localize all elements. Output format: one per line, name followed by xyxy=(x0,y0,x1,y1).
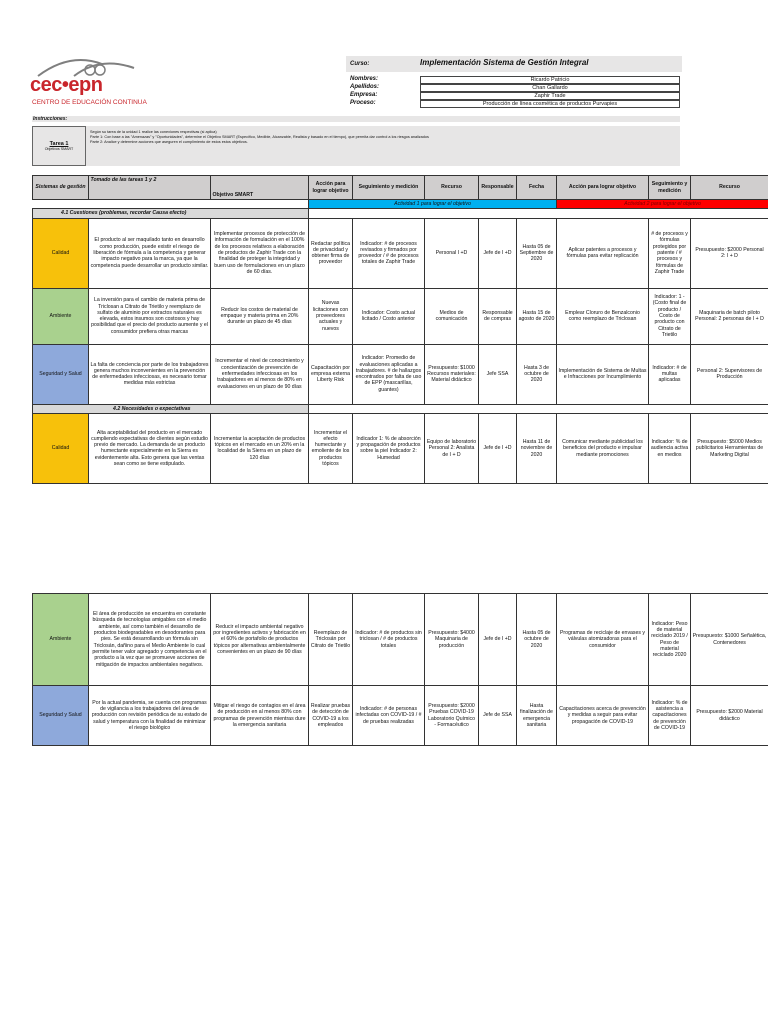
col-accion-1: Acción para lograr objetivo xyxy=(309,176,353,200)
nombres-label: Nombres: xyxy=(350,76,379,82)
fecha-cell: Hasta finalización de emergencia sanitaria xyxy=(517,686,557,746)
objetivo-cell: Implementar procesos de protección de información de formulación en el 100% de los procesos relativos a elaboración de productos de Zaphir Trade con la finalidad de proteger la integridad y buen uso de formulaciones en un plazo de 60 días. xyxy=(211,218,309,288)
objectives-table-continued xyxy=(32,593,768,746)
accion-2-cell: Comunicar mediante publicidad los beneficios del producto e impulsar mediante promociones xyxy=(557,413,649,483)
recurso-cell: Personal I +D xyxy=(425,218,479,288)
table-row xyxy=(33,344,768,404)
accion-cell: Capacitación por empresa externa Liberty Risk xyxy=(309,344,353,404)
accion-cell: Realizar pruebas de detección de COVID-19 a los empleados xyxy=(309,686,353,746)
col-seguimiento-2: Seguimiento y medición xyxy=(649,176,691,200)
proceso-label: Proceso: xyxy=(350,100,376,106)
recurso-2-cell: Personal 2: Supervisores de Producción xyxy=(691,344,768,404)
col-seguimiento-1: Seguimiento y medición xyxy=(353,176,425,200)
category-cell: Seguridad y Salud xyxy=(33,686,89,746)
category-cell: Calidad xyxy=(33,218,89,288)
table-row xyxy=(33,686,768,746)
logo-subtitle: CENTRO DE EDUCACIÓN CONTINUA xyxy=(32,99,147,106)
tomado-cell: El área de producción se encuentra en constante búsqueda de tecnologías amigables con el medio ambiente, así como también el desarrollo de productos biodegradables en desodorantes para pies. Se está desarrollando un fórmula sin Triclosán, dañino para el Medio Ambiente lo cual permite tener valor agregado y competencia en el producto a la vez que se promueve acciones de mitigación de impactos ambientales negativos. xyxy=(89,594,211,686)
responsable-cell: Responsable de compras xyxy=(479,288,517,344)
empty-cell xyxy=(309,209,768,218)
accion-cell: Redactar política de privacidad y obtener firma de proveedor xyxy=(309,218,353,288)
task-label: Tarea 1 xyxy=(49,141,69,147)
activity-1-bar: Actividad 1 para lograr el objetivo xyxy=(309,200,557,209)
tomado-cell: Alta aceptabilidad del producto en el mercado cumpliendo expectativas de clientes según estudio previo de mercado. La demanda de un producto humectante especialmente en la Sierra es evidentemente alta. Esto genera que las ventas sean como se tiene estipulado. xyxy=(89,413,211,483)
col-recurso-1: Recurso xyxy=(425,176,479,200)
recurso-2-cell: Presupuesto: $5000 Medios publicitarios Herramientas de Marketing Digital xyxy=(691,413,768,483)
empresa-value: Zaphir Trade xyxy=(420,92,680,100)
recurso-2-cell: Presupuesto: $2000 Material didáctico xyxy=(691,686,768,746)
activity-2-bar: Actividad 2 para lograr el objetivo xyxy=(557,200,768,209)
empty-cell xyxy=(309,404,768,413)
tomado-cell: La inversión para el cambio de materia prima de Triclosan a Citrato de Trietilo y reemplazo de sulfato de aluminio por extractos naturales es elevada, estos insumos son costosos y hay posibilidad que el precio del producto aumente y el consumidor prefiera otras marcas xyxy=(89,288,211,344)
responsable-cell: Jefe de I +D xyxy=(479,594,517,686)
recurso-2-cell: Presupuesto: $1000 Señalética, Contenedores xyxy=(691,594,768,686)
proceso-value: Producción de línea cosmética de productos Purvapies xyxy=(420,100,680,108)
responsable-cell: Jefe de I +D xyxy=(479,413,517,483)
section-title: 4.2 Necesidades o expectativas xyxy=(33,404,309,413)
instructions-band xyxy=(32,116,680,122)
seguimiento-cell: Indicador: # de productos sin triclosan / # de productos totales xyxy=(353,594,425,686)
accion-2-cell: Implementación de Sistema de Multas e Infracciones por Incumplimiento xyxy=(557,344,649,404)
seguimiento-2-cell: Indicador: Peso de material reciclado 2019 / Peso de material reciclado 2020 xyxy=(649,594,691,686)
col-recurso-2: Recurso xyxy=(691,176,768,200)
objetivo-cell: Mitigar el riesgo de contagios en el área de producción en al menos 80% con programas de prevención mientras dure la emergencia sanitaria xyxy=(211,686,309,746)
objetivo-cell: Reducir los costos de material de empaque y materia prima en 20% durante un plazo de 45 días xyxy=(211,288,309,344)
seguimiento-cell: Indicador: Costo actual licitado / Costo anterior xyxy=(353,288,425,344)
seguimiento-cell: Indicador 1: % de absorción y propagación de productos sobre la piel Indicador 2: Humedad xyxy=(353,413,425,483)
recurso-2-cell: Presupuesto: $2000 Personal 2: I + D xyxy=(691,218,768,288)
apellidos-value: Chan Gallardo xyxy=(420,84,680,92)
objetivo-cell: Reducir el impacto ambiental negativo por ingredientes activos y fabricación en el 60% de portafolio de productos tópicos por alternativas ambientalmente convenientes en un plazo de 90 días xyxy=(211,594,309,686)
objetivo-cell: Incrementar la aceptación de productos tópicos en el mercado en un 20% en la localidad de la Sierra en un plazo de 120 días xyxy=(211,413,309,483)
seguimiento-2-cell: Indicador: # de multas aplicadas xyxy=(649,344,691,404)
instruction-line: Según su tarea de la unidad 1 realice las conexiones respectivas (si aplica) xyxy=(90,130,217,134)
accion-2-cell: Aplicar patentes a procesos y fórmulas para evitar replicación xyxy=(557,218,649,288)
responsable-cell: Jefe de I +D xyxy=(479,218,517,288)
activity-bar-row xyxy=(33,200,768,209)
accion-cell: Incrementar el efecto humectante y emoliente de los productos tópicos xyxy=(309,413,353,483)
col-fecha: Fecha xyxy=(517,176,557,200)
accion-cell: Nuevas licitaciones con proveedores actuales y nuevos xyxy=(309,288,353,344)
recurso-cell: Medios de comunicación xyxy=(425,288,479,344)
empty-cell xyxy=(211,200,309,209)
accion-cell: Reemplazo de Triclosán por Citrato de Trietilo xyxy=(309,594,353,686)
category-cell: Seguridad y Salud xyxy=(33,344,89,404)
category-cell: Ambiente xyxy=(33,594,89,686)
category-cell: Calidad xyxy=(33,413,89,483)
seguimiento-2-cell: Indicador: 1 - (Costo final de producto / Costo de producto con Citrato de Trietilo xyxy=(649,288,691,344)
section-row xyxy=(33,209,768,218)
objetivo-cell: Incrementar el nivel de conocimiento y concientización de prevención de enfermedades infecciosas en los trabajadores en al menos de 80% en evaluaciones en un plazo de 90 días xyxy=(211,344,309,404)
responsable-cell: Jefe de SSA xyxy=(479,686,517,746)
section-row xyxy=(33,404,768,413)
cec-epn-logo xyxy=(30,56,150,108)
table-row xyxy=(33,288,768,344)
instructions-text xyxy=(90,130,675,145)
seguimiento-cell: Indicador: # de procesos revisados y firmados por proveedor / # de procesos totales de Zaphir Trade xyxy=(353,218,425,288)
fecha-cell: Hasta 3 de octubre de 2020 xyxy=(517,344,557,404)
recurso-2-cell: Maquinaria de batch piloto Personal: 2 personas de I + D xyxy=(691,288,768,344)
table-row xyxy=(33,594,768,686)
instruction-line: Parte 2: Analice y determine acciones que aseguren el cumplimiento de estos estos objetivos. xyxy=(90,140,248,144)
fecha-cell: Hasta 05 de Septiembre de 2020 xyxy=(517,218,557,288)
apellidos-label: Apellidos: xyxy=(350,84,380,90)
empty-cell xyxy=(89,200,211,209)
fecha-cell: Hasta 11 de noviembre de 2020 xyxy=(517,413,557,483)
col-tomado: Tomado de las tareas 1 y 2 xyxy=(89,176,211,200)
category-cell: Ambiente xyxy=(33,288,89,344)
table-header-row xyxy=(33,176,768,200)
accion-2-cell: Emplear Cloruro de Benzalconio como reemplazo de Triclosan xyxy=(557,288,649,344)
table-row xyxy=(33,413,768,483)
seguimiento-cell: Indicador: Promedio de evaluaciones aplicadas a trabajadores. # de hallazgos encontrados por falta de uso de EPP (mascarillas, guantes) xyxy=(353,344,425,404)
objectives-table xyxy=(32,175,768,484)
responsable-cell: Jefe SSA xyxy=(479,344,517,404)
recurso-cell: Presupuesto: $4000 Maquinaria de producción xyxy=(425,594,479,686)
instruction-line: Parte 1: Con base a las "Amenazas" y "Oportunidades", determine el Objetivo SMART (Específico, Medible, Alcanzable, Realista y basado en el tiempo), que permita dar control a los riesgos analizados xyxy=(90,135,429,139)
seguimiento-2-cell: Indicador: % de audiencia activa en medios xyxy=(649,413,691,483)
col-objetivo: Objetivo SMART xyxy=(211,176,309,200)
seguimiento-2-cell: Indicador: % de asistencia a capacitaciones de prevención de COVID-19 xyxy=(649,686,691,746)
fecha-cell: Hasta 15 de agosto de 2020 xyxy=(517,288,557,344)
seguimiento-cell: Indicador: # de personas infectadas con COVID-19 / # de pruebas realizadas xyxy=(353,686,425,746)
table-row xyxy=(33,218,768,288)
fecha-cell: Hasta 05 de octubre de 2020 xyxy=(517,594,557,686)
instructions-label: Instrucciones: xyxy=(33,116,68,122)
col-accion-2: Acción para lograr objetivo xyxy=(557,176,649,200)
col-responsable: Responsable xyxy=(479,176,517,200)
seguimiento-2-cell: # de procesos y fórmulas protegidos por patente / # procesos y fórmulas de Zaphir Trade xyxy=(649,218,691,288)
recurso-cell: Presupuesto: $2000 Pruebas COVID-19 Laboratorio Químico - Formacéutico xyxy=(425,686,479,746)
task-box xyxy=(32,126,86,166)
empresa-label: Empresa: xyxy=(350,92,378,98)
recurso-cell: Equipo de laboratorio Personal 2: Analista de I + D xyxy=(425,413,479,483)
tomado-cell: Por la actual pandemia, se cuenta con programas de vigilancia a los trabajadores del área de producción con revisión periódica de su estado de salud y temperatura con la finalidad de minimizar el riesgo biológico xyxy=(89,686,211,746)
accion-2-cell: Capacitaciones acerca de prevención y medidas a seguir para evitar propagación de COVID-19 xyxy=(557,686,649,746)
tomado-cell: La falta de conciencia por parte de los trabajadores genera muchos inconvenientes en la prevención de enfermedades infecciosas, es necesario tomar medidas más estrictas xyxy=(89,344,211,404)
curso-label: Curso: xyxy=(350,61,370,67)
curso-value: Implementación Sistema de Gestión Integral xyxy=(420,58,589,67)
logo-wordmark: cec•epn xyxy=(30,74,103,96)
accion-2-cell: Programas de reciclaje de envases y válvulas atomizadoras para el consumidor xyxy=(557,594,649,686)
section-title: 4.1 Cuestiones (problemas, recordar Causa efecto) xyxy=(33,209,309,218)
nombres-value: Ricardo Patricio xyxy=(420,76,680,84)
recurso-cell: Presupuesto: $1000 Recursos materiales: Material didáctico xyxy=(425,344,479,404)
empty-cell xyxy=(33,200,89,209)
tomado-cell: El producto al ser maquilado tanto en desarrollo como producción, puede existir el riesgo de liberación de fórmula a la competencia y generar impacto negativo para la marca, ya que la competencia puede desarrollar un producto similar. xyxy=(89,218,211,288)
task-sub: Objetivos SMART xyxy=(44,147,74,151)
col-sistemas: Sistemas de gestión xyxy=(33,176,89,200)
